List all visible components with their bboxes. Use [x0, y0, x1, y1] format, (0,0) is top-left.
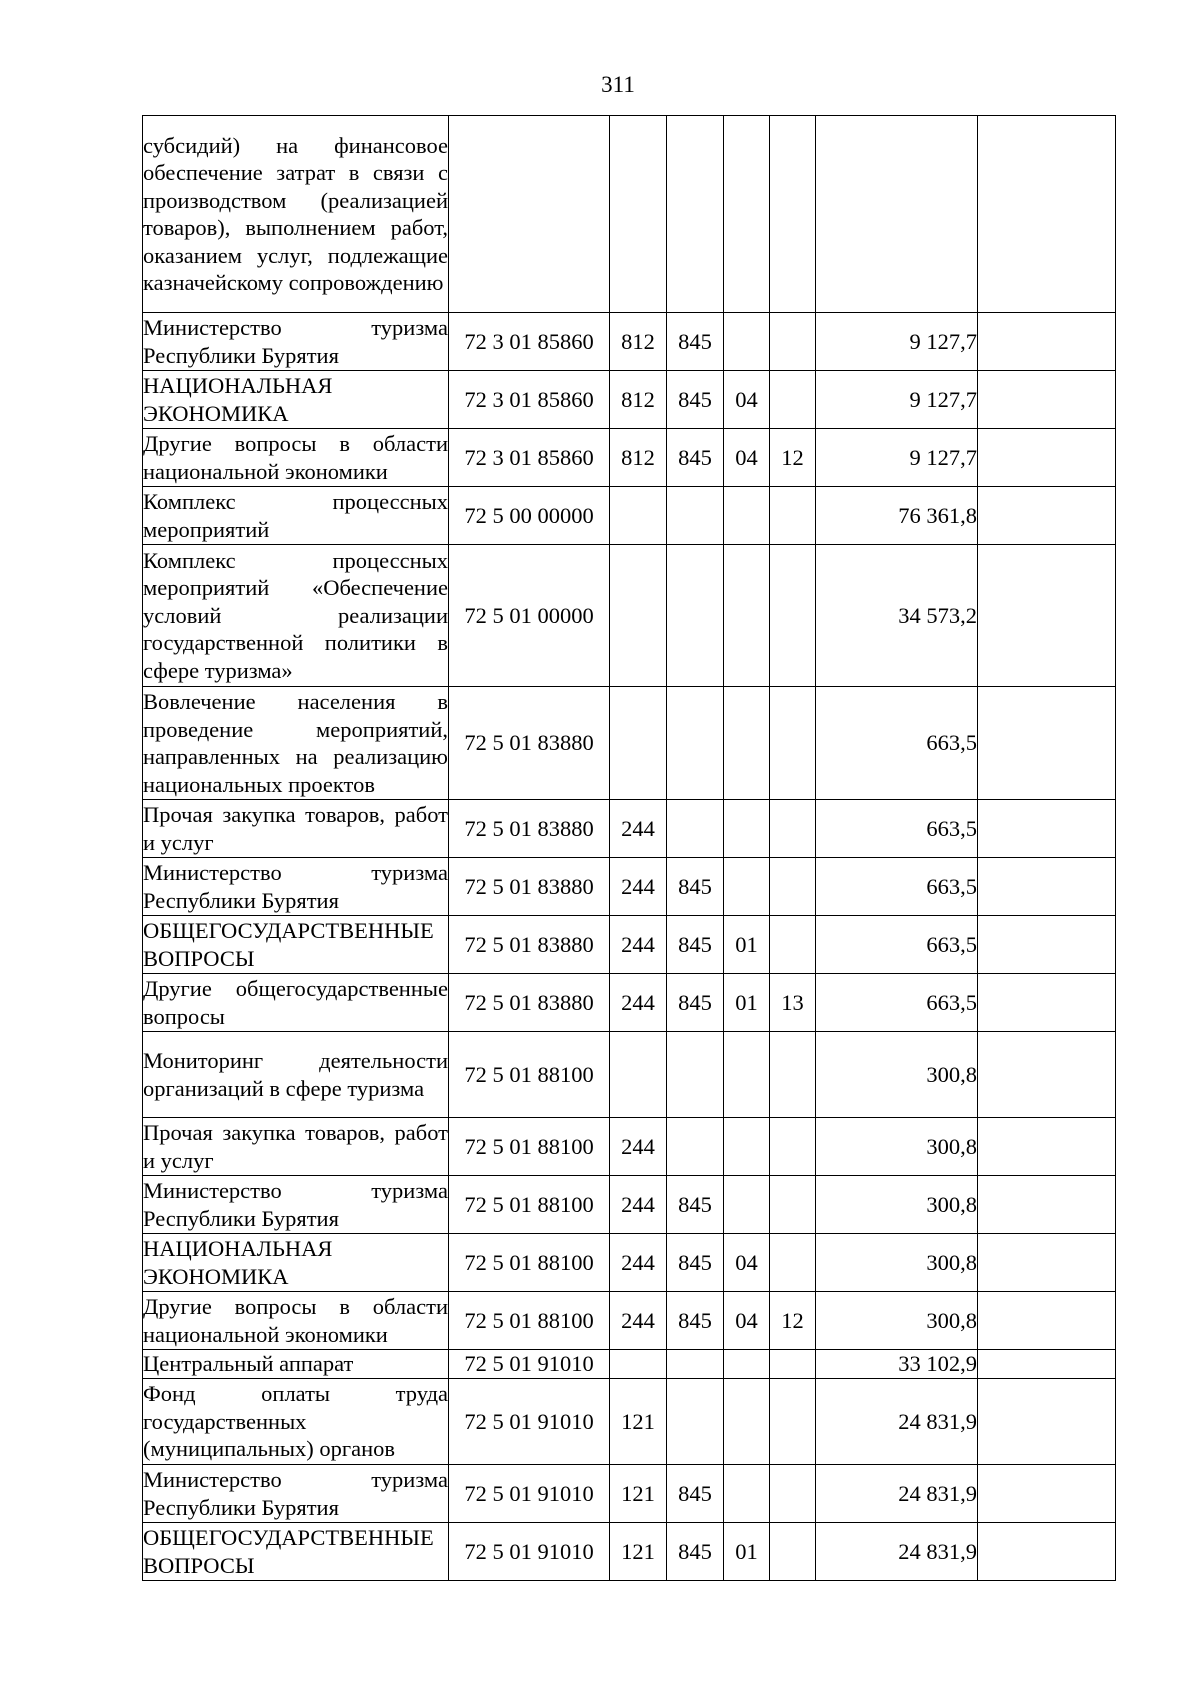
target-article-code: 72 5 01 88100 [449, 1176, 610, 1234]
table-row [143, 1350, 1116, 1379]
ministry-code: 845 [667, 1465, 724, 1523]
ministry-code: 845 [667, 371, 724, 429]
row-name: НАЦИОНАЛЬНАЯ ЭКОНОМИКА [143, 1234, 449, 1292]
row-name: ОБЩЕГОСУДАРСТВЕННЫЕ ВОПРОСЫ [143, 1523, 449, 1581]
amount: 300,8 [816, 1118, 978, 1176]
amount [816, 116, 978, 313]
table-row [143, 858, 1116, 916]
subsection-code [770, 916, 816, 974]
subsection-code [770, 1379, 816, 1465]
extra-cell [978, 1350, 1116, 1379]
section-code: 01 [724, 974, 770, 1032]
target-article-code: 72 5 01 83880 [449, 858, 610, 916]
budget-table [142, 115, 1116, 1581]
subsection-code [770, 1176, 816, 1234]
target-article-code: 72 5 01 91010 [449, 1523, 610, 1581]
extra-cell [978, 1465, 1116, 1523]
section-code [724, 487, 770, 545]
row-name: Министерство туризма Республики Бурятия [143, 1176, 449, 1234]
section-code [724, 800, 770, 858]
extra-cell [978, 974, 1116, 1032]
ministry-code: 845 [667, 1234, 724, 1292]
target-article-code: 72 5 01 83880 [449, 800, 610, 858]
ministry-code: 845 [667, 1292, 724, 1350]
table-row [143, 916, 1116, 974]
amount: 24 831,9 [816, 1379, 978, 1465]
subsection-code: 12 [770, 1292, 816, 1350]
target-article-code: 72 5 01 88100 [449, 1292, 610, 1350]
extra-cell [978, 545, 1116, 687]
amount: 663,5 [816, 687, 978, 800]
expense-type-code: 812 [610, 313, 667, 371]
subsection-code: 12 [770, 429, 816, 487]
table-row [143, 313, 1116, 371]
section-code [724, 1032, 770, 1118]
extra-cell [978, 116, 1116, 313]
extra-cell [978, 800, 1116, 858]
target-article-code: 72 5 01 83880 [449, 916, 610, 974]
amount: 33 102,9 [816, 1350, 978, 1379]
extra-cell [978, 1379, 1116, 1465]
row-name: НАЦИОНАЛЬНАЯ ЭКОНОМИКА [143, 371, 449, 429]
ministry-code [667, 800, 724, 858]
subsection-code: 13 [770, 974, 816, 1032]
ministry-code: 845 [667, 974, 724, 1032]
expense-type-code [610, 116, 667, 313]
expense-type-code [610, 1350, 667, 1379]
ministry-code [667, 545, 724, 687]
row-name: Министерство туризма Республики Бурятия [143, 858, 449, 916]
ministry-code [667, 487, 724, 545]
subsection-code [770, 487, 816, 545]
table-row [143, 974, 1116, 1032]
amount: 9 127,7 [816, 371, 978, 429]
subsection-code [770, 1350, 816, 1379]
amount: 300,8 [816, 1234, 978, 1292]
extra-cell [978, 1176, 1116, 1234]
amount: 34 573,2 [816, 545, 978, 687]
amount: 24 831,9 [816, 1465, 978, 1523]
section-code [724, 313, 770, 371]
expense-type-code: 812 [610, 429, 667, 487]
row-name: Мониторинг деятельности организаций в сфере туризма [143, 1032, 449, 1118]
target-article-code: 72 3 01 85860 [449, 371, 610, 429]
section-code [724, 858, 770, 916]
target-article-code: 72 5 01 88100 [449, 1118, 610, 1176]
ministry-code: 845 [667, 858, 724, 916]
subsection-code [770, 800, 816, 858]
amount: 663,5 [816, 916, 978, 974]
ministry-code: 845 [667, 313, 724, 371]
section-code [724, 1465, 770, 1523]
table-row [143, 1292, 1116, 1350]
extra-cell [978, 1234, 1116, 1292]
ministry-code: 845 [667, 916, 724, 974]
row-name: Прочая закупка товаров, работ и услуг [143, 800, 449, 858]
expense-type-code: 244 [610, 1176, 667, 1234]
expense-type-code: 244 [610, 800, 667, 858]
table-row [143, 487, 1116, 545]
amount: 663,5 [816, 800, 978, 858]
ministry-code: 845 [667, 1176, 724, 1234]
table-row [143, 545, 1116, 687]
expense-type-code: 244 [610, 1292, 667, 1350]
amount: 300,8 [816, 1292, 978, 1350]
ministry-code: 845 [667, 1523, 724, 1581]
row-name: Фонд оплаты труда государственных (муниципальных) органов [143, 1379, 449, 1465]
section-code [724, 1118, 770, 1176]
target-article-code: 72 5 01 88100 [449, 1032, 610, 1118]
page-number: 311 [601, 72, 635, 97]
extra-cell [978, 487, 1116, 545]
expense-type-code: 244 [610, 858, 667, 916]
target-article-code: 72 3 01 85860 [449, 313, 610, 371]
amount: 663,5 [816, 858, 978, 916]
amount: 300,8 [816, 1176, 978, 1234]
target-article-code: 72 5 01 83880 [449, 687, 610, 800]
subsection-code [770, 545, 816, 687]
ministry-code [667, 1350, 724, 1379]
row-name: субсидий) на финансовое обеспечение затрат в связи с производством (реализацией товаров), выполнением работ, оказанием услуг, подлежащие казначейскому сопровождению [143, 116, 449, 313]
section-code [724, 687, 770, 800]
row-name: Комплекс процессных мероприятий «Обеспечение условий реализации государственной политики в сфере туризма» [143, 545, 449, 687]
ministry-code [667, 687, 724, 800]
expense-type-code: 812 [610, 371, 667, 429]
target-article-code: 72 5 01 88100 [449, 1234, 610, 1292]
ministry-code [667, 116, 724, 313]
target-article-code: 72 5 00 00000 [449, 487, 610, 545]
row-name: Другие общегосударственные вопросы [143, 974, 449, 1032]
expense-type-code: 121 [610, 1379, 667, 1465]
expense-type-code: 244 [610, 974, 667, 1032]
table-row [143, 800, 1116, 858]
subsection-code [770, 1523, 816, 1581]
row-name: Комплекс процессных мероприятий [143, 487, 449, 545]
extra-cell [978, 429, 1116, 487]
section-code: 01 [724, 916, 770, 974]
row-name: Другие вопросы в области национальной экономики [143, 1292, 449, 1350]
subsection-code [770, 1118, 816, 1176]
row-name: Министерство туризма Республики Бурятия [143, 313, 449, 371]
section-code [724, 1350, 770, 1379]
subsection-code [770, 313, 816, 371]
target-article-code: 72 5 01 83880 [449, 974, 610, 1032]
amount: 24 831,9 [816, 1523, 978, 1581]
row-name: Прочая закупка товаров, работ и услуг [143, 1118, 449, 1176]
amount: 663,5 [816, 974, 978, 1032]
row-name: ОБЩЕГОСУДАРСТВЕННЫЕ ВОПРОСЫ [143, 916, 449, 974]
subsection-code [770, 1234, 816, 1292]
subsection-code [770, 371, 816, 429]
ministry-code [667, 1118, 724, 1176]
table-row [143, 429, 1116, 487]
expense-type-code [610, 545, 667, 687]
section-code [724, 1176, 770, 1234]
row-name: Вовлечение населения в проведение мероприятий, направленных на реализацию национальных проектов [143, 687, 449, 800]
table-row [143, 1234, 1116, 1292]
table-row [143, 1032, 1116, 1118]
expense-type-code [610, 487, 667, 545]
expense-type-code [610, 1032, 667, 1118]
extra-cell [978, 313, 1116, 371]
section-code: 04 [724, 1234, 770, 1292]
subsection-code [770, 1465, 816, 1523]
target-article-code: 72 5 01 91010 [449, 1465, 610, 1523]
table-row [143, 1118, 1116, 1176]
row-name: Центральный аппарат [143, 1350, 449, 1379]
expense-type-code: 121 [610, 1523, 667, 1581]
subsection-code [770, 858, 816, 916]
extra-cell [978, 858, 1116, 916]
subsection-code [770, 687, 816, 800]
section-code [724, 545, 770, 687]
section-code: 04 [724, 429, 770, 487]
ministry-code [667, 1032, 724, 1118]
table-row [143, 687, 1116, 800]
row-name: Другие вопросы в области национальной экономики [143, 429, 449, 487]
row-name: Министерство туризма Республики Бурятия [143, 1465, 449, 1523]
table-row [143, 1379, 1116, 1465]
expense-type-code: 244 [610, 1118, 667, 1176]
section-code: 04 [724, 1292, 770, 1350]
subsection-code [770, 116, 816, 313]
section-code [724, 1379, 770, 1465]
table-row [143, 1176, 1116, 1234]
amount: 76 361,8 [816, 487, 978, 545]
target-article-code [449, 116, 610, 313]
section-code: 01 [724, 1523, 770, 1581]
target-article-code: 72 3 01 85860 [449, 429, 610, 487]
extra-cell [978, 371, 1116, 429]
amount: 9 127,7 [816, 429, 978, 487]
extra-cell [978, 1523, 1116, 1581]
target-article-code: 72 5 01 00000 [449, 545, 610, 687]
extra-cell [978, 687, 1116, 800]
extra-cell [978, 1292, 1116, 1350]
amount: 300,8 [816, 1032, 978, 1118]
amount: 9 127,7 [816, 313, 978, 371]
subsection-code [770, 1032, 816, 1118]
target-article-code: 72 5 01 91010 [449, 1350, 610, 1379]
expense-type-code [610, 687, 667, 800]
table-row [143, 1523, 1116, 1581]
table-row [143, 116, 1116, 313]
ministry-code: 845 [667, 429, 724, 487]
extra-cell [978, 916, 1116, 974]
table-row [143, 371, 1116, 429]
extra-cell [978, 1118, 1116, 1176]
ministry-code [667, 1379, 724, 1465]
expense-type-code: 121 [610, 1465, 667, 1523]
table-row [143, 1465, 1116, 1523]
section-code: 04 [724, 371, 770, 429]
expense-type-code: 244 [610, 916, 667, 974]
extra-cell [978, 1032, 1116, 1118]
section-code [724, 116, 770, 313]
expense-type-code: 244 [610, 1234, 667, 1292]
target-article-code: 72 5 01 91010 [449, 1379, 610, 1465]
